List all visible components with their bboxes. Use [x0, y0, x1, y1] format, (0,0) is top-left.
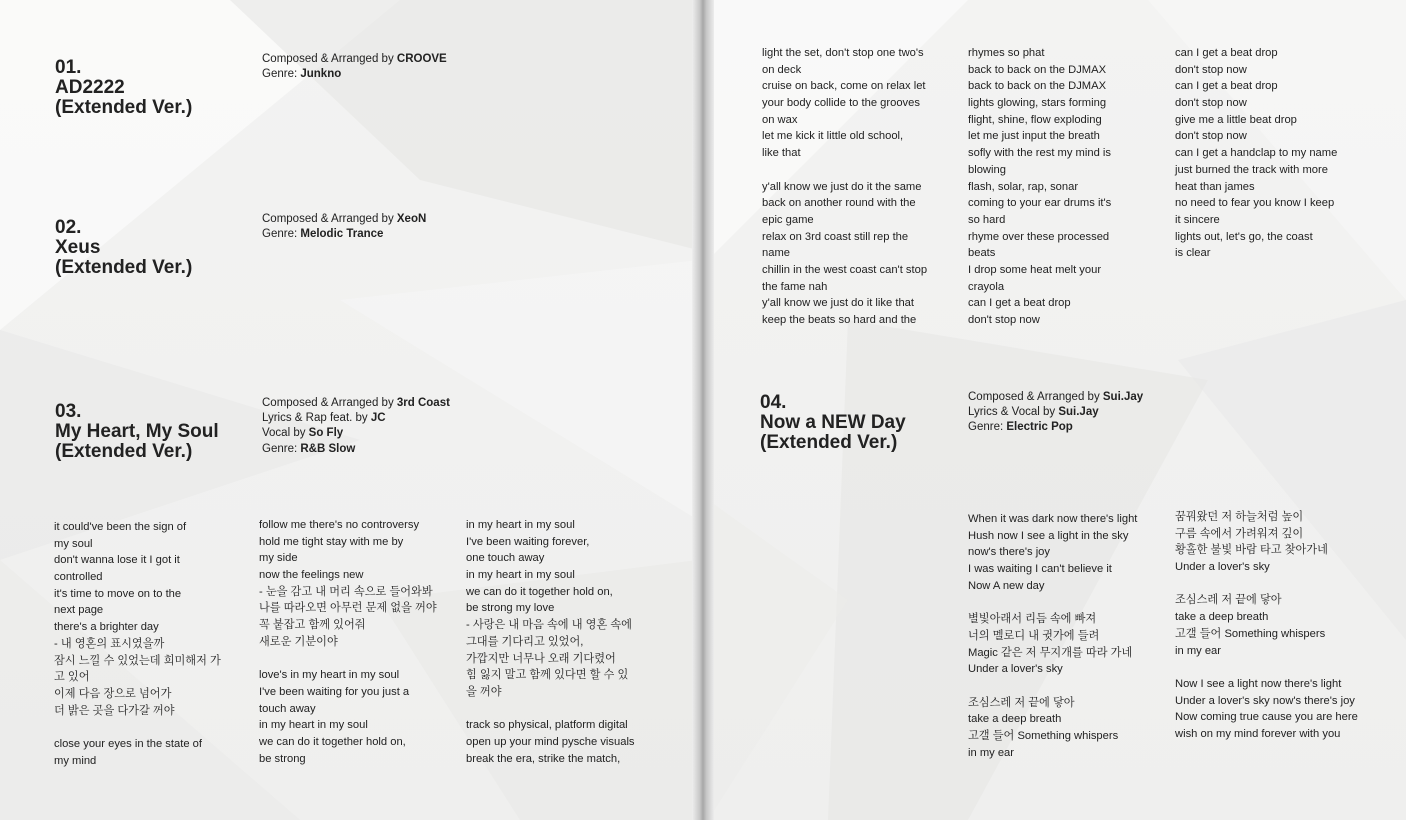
- lyric-line: let me kick it little old school,: [762, 130, 904, 143]
- lyric-line: in my heart in my soul: [466, 569, 575, 582]
- lyric-line: cruise on back, come on relax let: [762, 80, 926, 93]
- credit-line: Composed & Arranged by XeoN: [262, 213, 427, 225]
- lyric-line: give me a little beat drop: [1175, 113, 1297, 126]
- lyric-line: controlled: [54, 571, 103, 584]
- stanza-break: [54, 719, 221, 736]
- lyric-line: don't stop now: [968, 314, 1040, 326]
- track-03-lyrics-column-2: [259, 517, 437, 767]
- lyric-line: I've been waiting for you just a: [259, 685, 410, 698]
- lyric-line: in my heart in my soul: [259, 719, 368, 732]
- lyric-line: sofly with the rest my mind is: [968, 147, 1111, 160]
- track-04-title-line-1: Now a NEW Day: [760, 412, 906, 433]
- lyric-line: close your eyes in the state of: [54, 737, 203, 750]
- lyric-line: 별빛아래서 리듬 속에 빠져: [968, 613, 1097, 626]
- lyric-line: there's a brighter day: [54, 621, 159, 634]
- track-02-credits: [262, 212, 426, 242]
- track-03-lyrics-column-4: [762, 45, 927, 329]
- lyric-line: on wax: [762, 113, 798, 126]
- lyric-line: 조심스레 저 끝에 닿아: [1175, 594, 1282, 607]
- lyric-line: 이제 다음 장으로 넘어가: [54, 687, 172, 700]
- lyric-line: in my ear: [1175, 644, 1222, 657]
- lyric-line: Under a lover's sky now's there's joy: [1175, 694, 1355, 707]
- lyric-line: back to back on the DJMAX: [968, 80, 1107, 93]
- lyric-line: 너의 멜로디 내 귓가에 들려: [968, 629, 1100, 642]
- lyric-line: don't stop now: [1175, 63, 1247, 76]
- track-04-credits: [968, 390, 1143, 436]
- track-03-lyrics-column-3: [466, 517, 635, 767]
- lyric-line: touch away: [259, 702, 316, 715]
- credit-line: Composed & Arranged by CROOVE: [262, 53, 447, 65]
- lyric-line: Now A new day: [968, 579, 1045, 592]
- lyric-line: be strong my love: [466, 602, 555, 615]
- track-01-number: 01.: [55, 57, 82, 78]
- lyric-line: 꼭 붙잡고 함께 있어줘: [259, 619, 366, 632]
- lyric-line: my mind: [54, 754, 97, 767]
- lyric-line: 고갤 들어 Something whispers: [968, 729, 1119, 742]
- lyric-line: open up your mind pysche visuals: [466, 735, 635, 748]
- lyric-line: relax on 3rd coast still rep the: [762, 230, 909, 243]
- lyric-line: don't stop now: [1175, 97, 1247, 110]
- lyric-line: Hush now I see a light in the sky: [968, 529, 1129, 542]
- lyric-line: love's in my heart in my soul: [259, 669, 400, 682]
- lyric-line: 을 꺼야: [466, 685, 502, 698]
- credit-line: Composed & Arranged by Sui.Jay: [968, 391, 1144, 403]
- track-04-lyrics-column-1: [968, 511, 1137, 761]
- lyric-line: 고갤 들어 Something whispers: [1175, 627, 1326, 640]
- lyric-line: break the era, strike the match,: [466, 752, 621, 765]
- lyric-line: my side: [259, 552, 298, 565]
- lyric-line: the fame nah: [762, 280, 828, 293]
- booklet-spine: [692, 0, 714, 820]
- stanza-break: [1175, 659, 1358, 676]
- lyric-line: I've been waiting forever,: [466, 535, 590, 548]
- credit-line: Genre: Electric Pop: [968, 421, 1073, 434]
- booklet-right-page: [708, 0, 1406, 820]
- lyric-line: take a deep breath: [1175, 611, 1269, 624]
- lyric-line: coming to your ear drums it's: [968, 197, 1112, 210]
- track-02-title-line-1: Xeus: [55, 237, 101, 258]
- lyric-line: hold me tight stay with me by: [259, 535, 404, 548]
- credit-line: Genre: Melodic Trance: [262, 228, 384, 241]
- lyric-line: light the set, don't stop one two's: [762, 47, 924, 59]
- lyric-line: y'all know we just do it like that: [762, 297, 914, 310]
- lyric-line: we can do it together hold on,: [466, 585, 613, 598]
- track-03-lyrics-column-6: [1175, 45, 1337, 262]
- lyric-line: be strong: [259, 752, 306, 765]
- credit-line: Genre: Junkno: [262, 68, 342, 81]
- lyric-line: in my ear: [968, 746, 1015, 759]
- lyric-line: 더 밝은 곳을 다가갈 꺼야: [54, 704, 175, 717]
- lyric-line: your body collide to the grooves: [762, 97, 920, 110]
- lyric-line: can I get a beat drop: [1175, 47, 1278, 59]
- lyric-line: just burned the track with more: [1175, 163, 1328, 176]
- stanza-break: [968, 678, 1137, 695]
- track-01-title-line-2: (Extended Ver.): [55, 97, 193, 118]
- lyric-line: blowing: [968, 163, 1006, 176]
- lyric-line: like that: [762, 147, 801, 160]
- stanza-break: [1175, 576, 1358, 593]
- track-03-credits: [262, 396, 450, 457]
- lyric-line: flight, shine, flow exploding: [968, 113, 1102, 126]
- lyric-line: flash, solar, rap, sonar: [968, 180, 1079, 193]
- lyric-line: 조심스레 저 끝에 닿아: [968, 696, 1075, 709]
- lyric-line: wish on my mind forever with you: [1175, 727, 1341, 740]
- lyric-line: Magic 같은 저 무지개를 따라 가네: [968, 646, 1133, 659]
- lyric-line: I drop some heat melt your: [968, 263, 1102, 276]
- track-02-title-line-2: (Extended Ver.): [55, 257, 193, 278]
- lyric-line: 꿈꿔왔던 저 하늘처럼 높이: [1175, 511, 1304, 523]
- lyric-line: my soul: [54, 537, 93, 550]
- lyric-line: Under a lover's sky: [968, 663, 1063, 676]
- credit-line: Lyrics & Rap feat. by JC: [262, 412, 386, 425]
- booklet-left-page: [0, 0, 698, 820]
- lyric-line: now's there's joy: [968, 546, 1050, 559]
- lyric-line: lights out, let's go, the coast: [1175, 230, 1313, 243]
- track-03-title-line-1: My Heart, My Soul: [55, 421, 219, 442]
- track-03-lyrics-column-5: [968, 45, 1111, 329]
- lyric-line: we can do it together hold on,: [259, 735, 406, 748]
- lyric-line: no need to fear you know I keep: [1175, 197, 1335, 210]
- lyric-line: 나를 따라오면 아무런 문제 없을 꺼야: [259, 602, 437, 615]
- lyric-line: can I get a beat drop: [1175, 80, 1278, 93]
- lyric-line: it sincere: [1175, 213, 1220, 226]
- track-01-title-line-1: AD2222: [55, 77, 125, 98]
- lyric-line: y'all know we just do it the same: [762, 180, 922, 193]
- lyric-line: don't stop now: [1175, 130, 1247, 143]
- track-01-heading: [55, 58, 192, 118]
- lyric-line: lights glowing, stars forming: [968, 97, 1107, 110]
- lyric-line: don't wanna lose it I got it: [54, 554, 180, 567]
- lyric-line: crayola: [968, 280, 1005, 293]
- lyric-line: keep the beats so hard and the: [762, 314, 917, 326]
- lyric-line: can I get a beat drop: [968, 297, 1071, 310]
- lyric-line: is clear: [1175, 247, 1211, 260]
- credit-line: Lyrics & Vocal by Sui.Jay: [968, 406, 1099, 419]
- lyric-line: it's time to move on to the: [54, 587, 182, 600]
- stanza-break: [968, 594, 1137, 611]
- lyric-line: 잠시 느낄 수 있었는데 희미해저 가: [54, 654, 221, 667]
- lyric-line: can I get a handclap to my name: [1175, 147, 1338, 160]
- lyric-line: Under a lover's sky: [1175, 561, 1270, 574]
- track-04-heading: [760, 393, 906, 453]
- track-03-title-line-2: (Extended Ver.): [55, 441, 193, 462]
- lyric-line: so hard: [968, 213, 1006, 226]
- lyric-line: back to back on the DJMAX: [968, 63, 1107, 76]
- lyric-line: let me just input the breath: [968, 130, 1100, 143]
- stanza-break: [466, 701, 635, 718]
- lyric-line: one touch away: [466, 552, 545, 565]
- credit-line: Genre: R&B Slow: [262, 442, 356, 455]
- lyric-line: 그대를 기다리고 있었어,: [466, 635, 584, 648]
- lyric-line: epic game: [762, 213, 814, 226]
- lyric-line: beats: [968, 247, 996, 260]
- track-03-heading: [55, 402, 219, 462]
- track-04-number: 04.: [760, 392, 787, 413]
- track-02-number: 02.: [55, 217, 82, 238]
- lyric-line: 가깝지만 너무나 오래 기다렸어: [466, 652, 616, 665]
- track-01-credits: [262, 52, 447, 82]
- lyric-line: name: [762, 247, 790, 260]
- credit-line: Vocal by So Fly: [262, 427, 344, 440]
- lyric-line: rhymes so phat: [968, 47, 1045, 59]
- lyric-line: in my heart in my soul: [466, 519, 575, 531]
- credit-line: Composed & Arranged by 3rd Coast: [262, 397, 450, 409]
- lyric-line: - 내 영혼의 표시였을까: [54, 637, 165, 650]
- lyric-line: follow me there's no controversy: [259, 519, 420, 531]
- lyric-line: I was waiting I can't believe it: [968, 563, 1112, 576]
- stanza-break: [762, 162, 927, 179]
- track-03-lyrics-column-1: [54, 519, 221, 769]
- lyric-line: it could've been the sign of: [54, 521, 187, 533]
- lyric-line: heat than james: [1175, 180, 1255, 193]
- lyric-line: track so physical, platform digital: [466, 719, 628, 732]
- lyric-line: rhyme over these processed: [968, 230, 1110, 243]
- stanza-break: [259, 651, 437, 668]
- lyric-line: Now I see a light now there's light: [1175, 677, 1342, 690]
- lyric-line: take a deep breath: [968, 713, 1062, 726]
- lyric-line: next page: [54, 604, 104, 617]
- track-04-lyrics-column-2: [1175, 509, 1358, 743]
- lyric-line: on deck: [762, 63, 802, 76]
- lyric-line: 고 있어: [54, 671, 90, 684]
- lyric-line: chillin in the west coast can't stop: [762, 263, 928, 276]
- lyric-line: 새로운 기분이야: [259, 635, 338, 648]
- lyric-line: Now coming true cause you are here: [1175, 711, 1358, 724]
- lyric-line: 구름 속에서 가려워져 깊이: [1175, 527, 1304, 540]
- lyric-line: now the feelings new: [259, 569, 364, 582]
- lyric-line: 힘 잃지 말고 함께 있다면 할 수 있: [466, 669, 629, 682]
- lyric-line: back on another round with the: [762, 197, 916, 210]
- lyric-line: 황홀한 불빛 바람 타고 찾아가네: [1175, 544, 1328, 557]
- lyric-line: When it was dark now there's light: [968, 513, 1138, 525]
- track-03-number: 03.: [55, 401, 82, 422]
- lyric-line: - 사랑은 내 마음 속에 내 영혼 속에: [466, 619, 632, 632]
- lyric-line: - 눈을 감고 내 머리 속으로 들어와봐: [259, 585, 433, 598]
- track-04-title-line-2: (Extended Ver.): [760, 432, 898, 453]
- track-02-heading: [55, 218, 192, 278]
